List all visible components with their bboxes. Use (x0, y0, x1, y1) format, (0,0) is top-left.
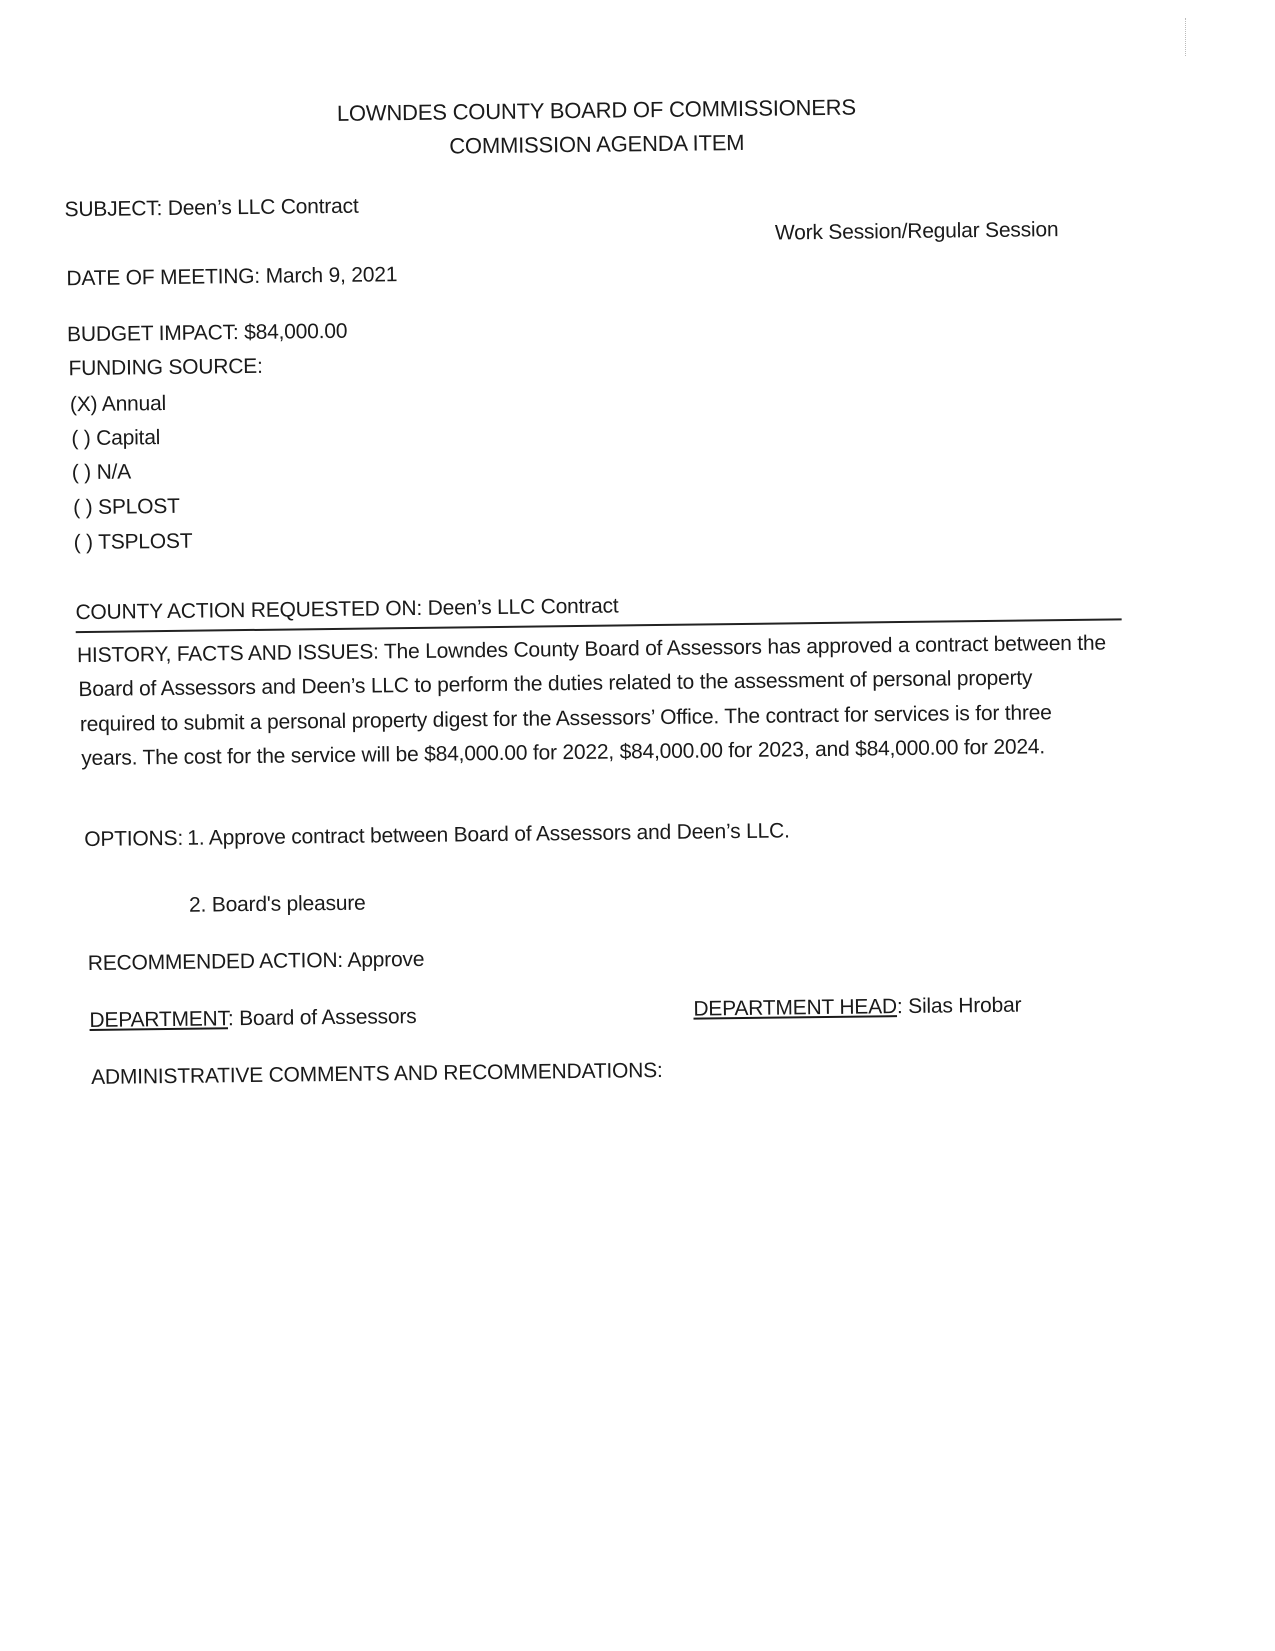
funding-option-na: ( ) N/A (71, 460, 132, 485)
history-line: HISTORY, FACTS AND ISSUES: The Lowndes County Board of Assessors has approved a contract between the (76, 631, 1107, 668)
funding-option-annual: (X) Annual (69, 392, 167, 417)
department (89, 1005, 416, 1033)
date-of-meeting: DATE OF MEETING: March 9, 2021 (66, 263, 398, 291)
department-value: : Board of Assessors (227, 1004, 417, 1031)
option-2: 2. Board's pleasure (188, 891, 366, 917)
funding-source-label: FUNDING SOURCE: (68, 354, 263, 381)
funding-option-splost: ( ) SPLOST (73, 494, 180, 520)
budget-impact: BUDGET IMPACT: $84,000.00 (66, 319, 348, 347)
department-head-label: DEPARTMENT HEAD (693, 995, 898, 1021)
department-label: DEPARTMENT (89, 1007, 229, 1032)
options-label: OPTIONS: (84, 826, 184, 852)
funding-option-tsplost: ( ) TSPLOST (73, 529, 193, 555)
department-head-value: : Silas Hrobar (896, 993, 1022, 1019)
history-line: years. The cost for the service will be $84,000.00 for 2022, $84,000.00 for 2023, and $84,000.00 for 2024. (81, 735, 1046, 771)
funding-option-capital: ( ) Capital (71, 426, 161, 451)
department-head (693, 994, 1021, 1022)
session-type: Work Session/Regular Session (774, 218, 1059, 245)
county-action-requested: COUNTY ACTION REQUESTED ON: Deen’s LLC Contract (75, 594, 619, 625)
option-1: 1. Approve contract between Board of Assessors and Deen’s LLC. (187, 819, 790, 850)
history-line: required to submit a personal property digest for the Assessors’ Office. The contract for services is for three (79, 701, 1052, 737)
recommended-action: RECOMMENDED ACTION: Approve (87, 947, 425, 975)
header-line2: COMMISSION AGENDA ITEM (449, 129, 745, 159)
administrative-comments: ADMINISTRATIVE COMMENTS AND RECOMMENDATIONS: (91, 1058, 663, 1089)
history-line: Board of Assessors and Deen’s LLC to perform the duties related to the assessment of personal property (78, 666, 1033, 702)
header-line1: LOWNDES COUNTY BOARD OF COMMISSIONERS (336, 94, 857, 126)
subject: SUBJECT: Deen’s LLC Contract (64, 194, 359, 222)
